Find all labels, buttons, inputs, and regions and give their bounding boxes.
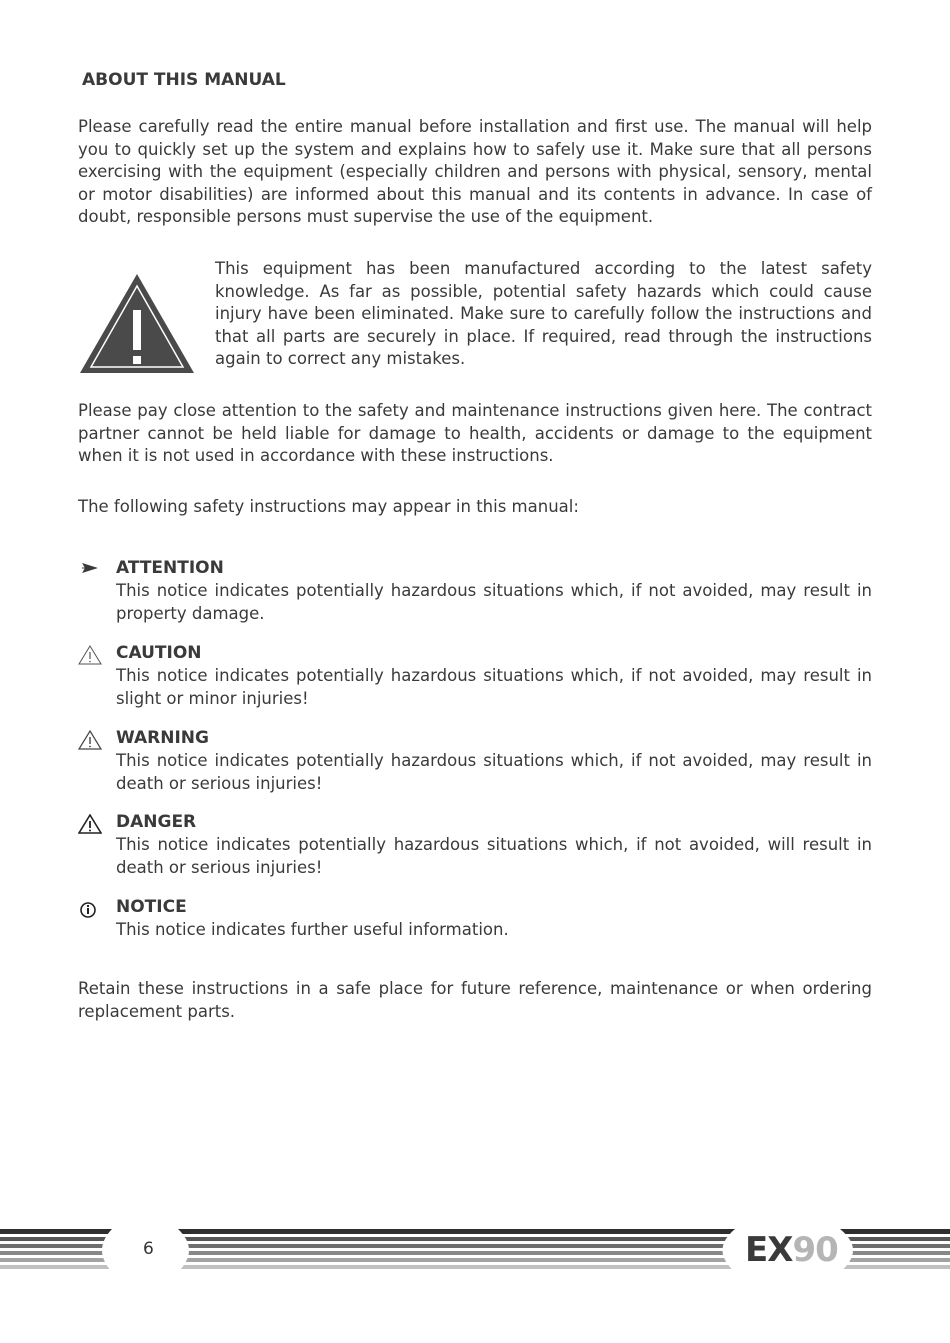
brand-logo — [745, 1230, 838, 1270]
notice-text: This notice indicates potentially hazardous situations which, if not avoided, may result in property damage. — [116, 581, 872, 623]
notice-title: DANGER — [116, 812, 197, 832]
notice-text: This notice indicates potentially hazardous situations which, if not avoided, may result in death or serious injuries! — [116, 751, 872, 793]
notice-title: NOTICE — [116, 897, 187, 917]
warning-box-text: This equipment has been manufactured according to the latest safety knowledge. As far as possible, potential safety hazards which could cause injury have been eliminated. Make sure to carefully follow the instructions and that all parts are securely in place. If required, read through the instructions again to correct any mistakes. — [215, 259, 872, 369]
section-heading: ABOUT THIS MANUAL — [82, 70, 286, 90]
warning-triangle-icon — [78, 730, 102, 750]
intro-paragraph: Please carefully read the entire manual before installation and first use. The manual will help you to quickly set up the system and explains how to safely use it. Make sure that all persons exercising with the equipment (especially children and persons with physical, sensory, mental or motor disabilities) are informed about this manual and its contents in advance. In case of doubt, responsible persons must supervise the use of the equipment. — [78, 117, 872, 227]
danger-triangle-icon — [78, 814, 102, 834]
brand-part-2: 90 — [792, 1230, 838, 1270]
liability-paragraph: Please pay close attention to the safety and maintenance instructions given here. The contract partner cannot be held liable for damage to health, accidents or damage to the equipment when it is not used in accordance with these instructions. — [78, 401, 872, 466]
arrow-flag-icon — [78, 560, 102, 580]
notice-text: This notice indicates potentially hazardous situations which, if not avoided, will result in death or serious injuries! — [116, 835, 872, 877]
warning-triangle-icon — [78, 272, 196, 376]
caution-triangle-icon — [78, 645, 102, 665]
notice-title: ATTENTION — [116, 558, 224, 578]
notice-text: This notice indicates further useful information. — [116, 920, 509, 939]
notice-text: This notice indicates potentially hazardous situations which, if not avoided, may result in slight or minor injuries! — [116, 666, 872, 708]
retain-paragraph: Retain these instructions in a safe place for future reference, maintenance or when ordering replacement parts. — [78, 979, 872, 1021]
notice-title: CAUTION — [116, 643, 202, 663]
notice-title: WARNING — [116, 728, 209, 748]
brand-part-1: EX — [745, 1230, 793, 1270]
list-intro: The following safety instructions may appear in this manual: — [78, 497, 579, 516]
page-number: 6 — [143, 1239, 154, 1259]
info-circle-icon — [78, 899, 102, 919]
